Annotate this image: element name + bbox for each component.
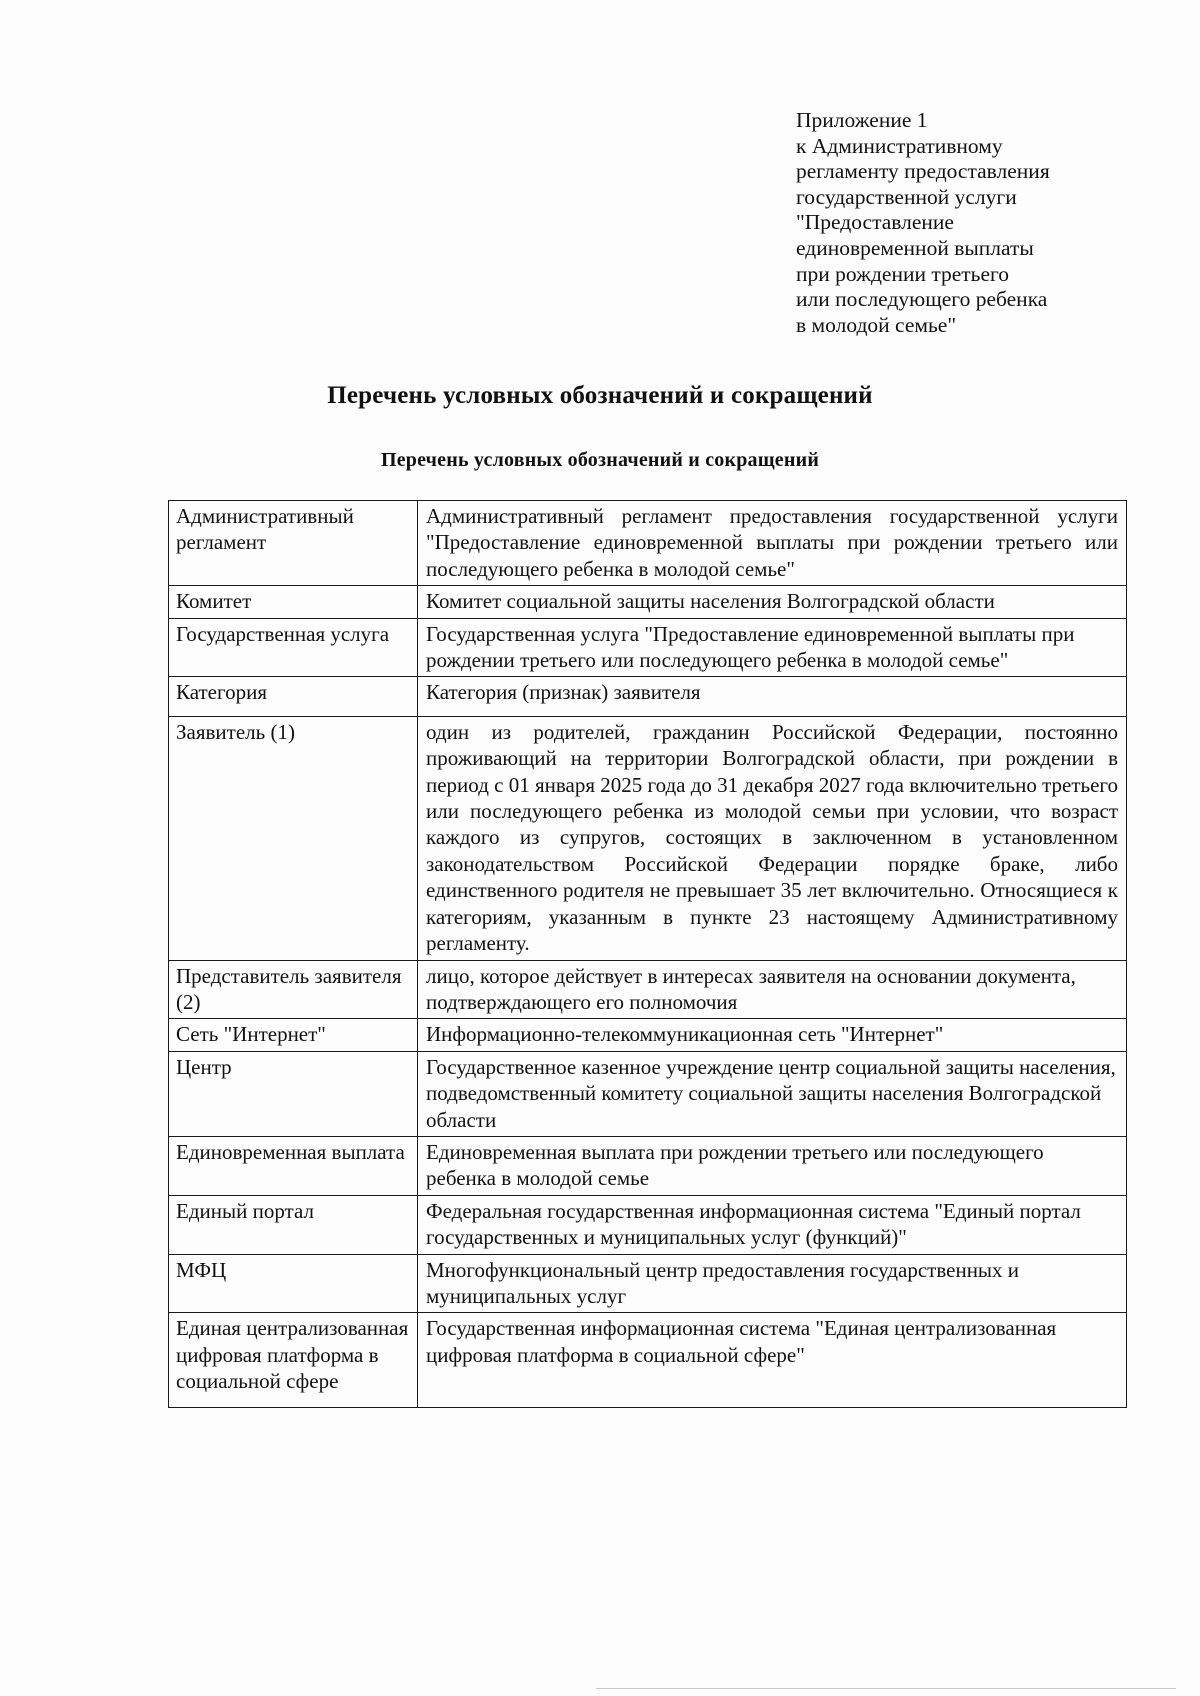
definition-cell: Государственная информационная система "Единая централизованная цифровая платформа в социальной сфере"	[418, 1313, 1127, 1407]
term-cell: Заявитель (1)	[169, 716, 418, 960]
appendix-line: единовременной выплаты	[796, 235, 1034, 260]
table-row	[169, 1019, 1127, 1051]
definition-cell: Административный регламент предоставления государственной услуги "Предоставление единовременной выплаты при рождении третьего или последующего ребенка в молодой семье"	[418, 501, 1127, 586]
definition-cell: лицо, которое действует в интересах заявителя на основании документа, подтверждающего его полномочия	[418, 960, 1127, 1019]
appendix-line: при рождении третьего	[796, 261, 1010, 286]
table-row	[169, 618, 1127, 677]
term-cell: Центр	[169, 1051, 418, 1136]
term-cell: Государственная услуга	[169, 618, 418, 677]
definition-cell: Федеральная государственная информационная система "Единый портал государственных и муниципальных услуг (функций)"	[418, 1195, 1127, 1254]
definition-cell: Категория (признак) заявителя	[418, 677, 1127, 716]
appendix-line: регламенту предоставления	[796, 159, 1050, 184]
definition-cell: Комитет социальной защиты населения Волгоградской области	[418, 586, 1127, 618]
table-row	[169, 716, 1127, 960]
term-cell: Единый портал	[169, 1195, 418, 1254]
table-row	[169, 1136, 1127, 1195]
appendix-line: Приложение 1	[796, 108, 928, 132]
abbreviations-table	[168, 500, 1127, 1408]
table-row	[169, 586, 1127, 618]
scan-edge-line	[596, 1688, 1176, 1689]
table-title: Перечень условных обозначений и сокращений	[380, 449, 820, 471]
table-row	[169, 1313, 1127, 1407]
appendix-line: к Административному	[796, 133, 1003, 158]
term-cell: МФЦ	[169, 1254, 418, 1313]
table-row	[169, 960, 1127, 1019]
term-cell: Представитель заявителя (2)	[169, 960, 418, 1019]
definition-cell: Единовременная выплата при рождении третьего или последующего ребенка в молодой семье	[418, 1136, 1127, 1195]
term-cell: Сеть "Интернет"	[169, 1019, 418, 1051]
appendix-line: в молодой семье"	[796, 312, 957, 337]
definition-cell: Многофункциональный центр предоставления государственных и муниципальных услуг	[418, 1254, 1127, 1313]
appendix-line: государственной услуги	[796, 184, 1017, 209]
table-row	[169, 1254, 1127, 1313]
term-cell: Комитет	[169, 586, 418, 618]
appendix-header	[796, 108, 1156, 338]
appendix-line: или последующего ребенка	[796, 287, 1048, 312]
term-cell: Категория	[169, 677, 418, 716]
definition-cell: Государственное казенное учреждение центр социальной защиты населения, подведомственный комитету социальной защиты населения Волгоградской области	[418, 1051, 1127, 1136]
table-row	[169, 1195, 1127, 1254]
page-title: Перечень условных обозначений и сокращений	[327, 382, 873, 409]
table-row	[169, 677, 1127, 716]
definition-cell: один из родителей, гражданин Российской Федерации, постоянно проживающий на территории Волгоградской области, при рождении в период с 01 января 2025 года до 31 декабря 2027 года включительно третьего или последующего ребенка из молодой семьи при условии, что возраст каждого из супругов, состоящих в заключенном в установленном законодательством Российской Федерации порядке браке, либо единственного родителя не превышает 35 лет включительно. Относящиеся к категориям, указанным в пункте 23 настоящему Административному регламенту.	[418, 716, 1127, 960]
term-cell: Административный регламент	[169, 501, 418, 586]
term-cell: Единая централизованная цифровая платформа в социальной сфере	[169, 1313, 418, 1407]
appendix-line: "Предоставление	[796, 210, 954, 235]
definition-cell: Государственная услуга "Предоставление единовременной выплаты при рождении третьего или последующего ребенка в молодой семье"	[418, 618, 1127, 677]
table-row	[169, 501, 1127, 586]
table-row	[169, 1051, 1127, 1136]
term-cell: Единовременная выплата	[169, 1136, 418, 1195]
definition-cell: Информационно-телекоммуникационная сеть "Интернет"	[418, 1019, 1127, 1051]
